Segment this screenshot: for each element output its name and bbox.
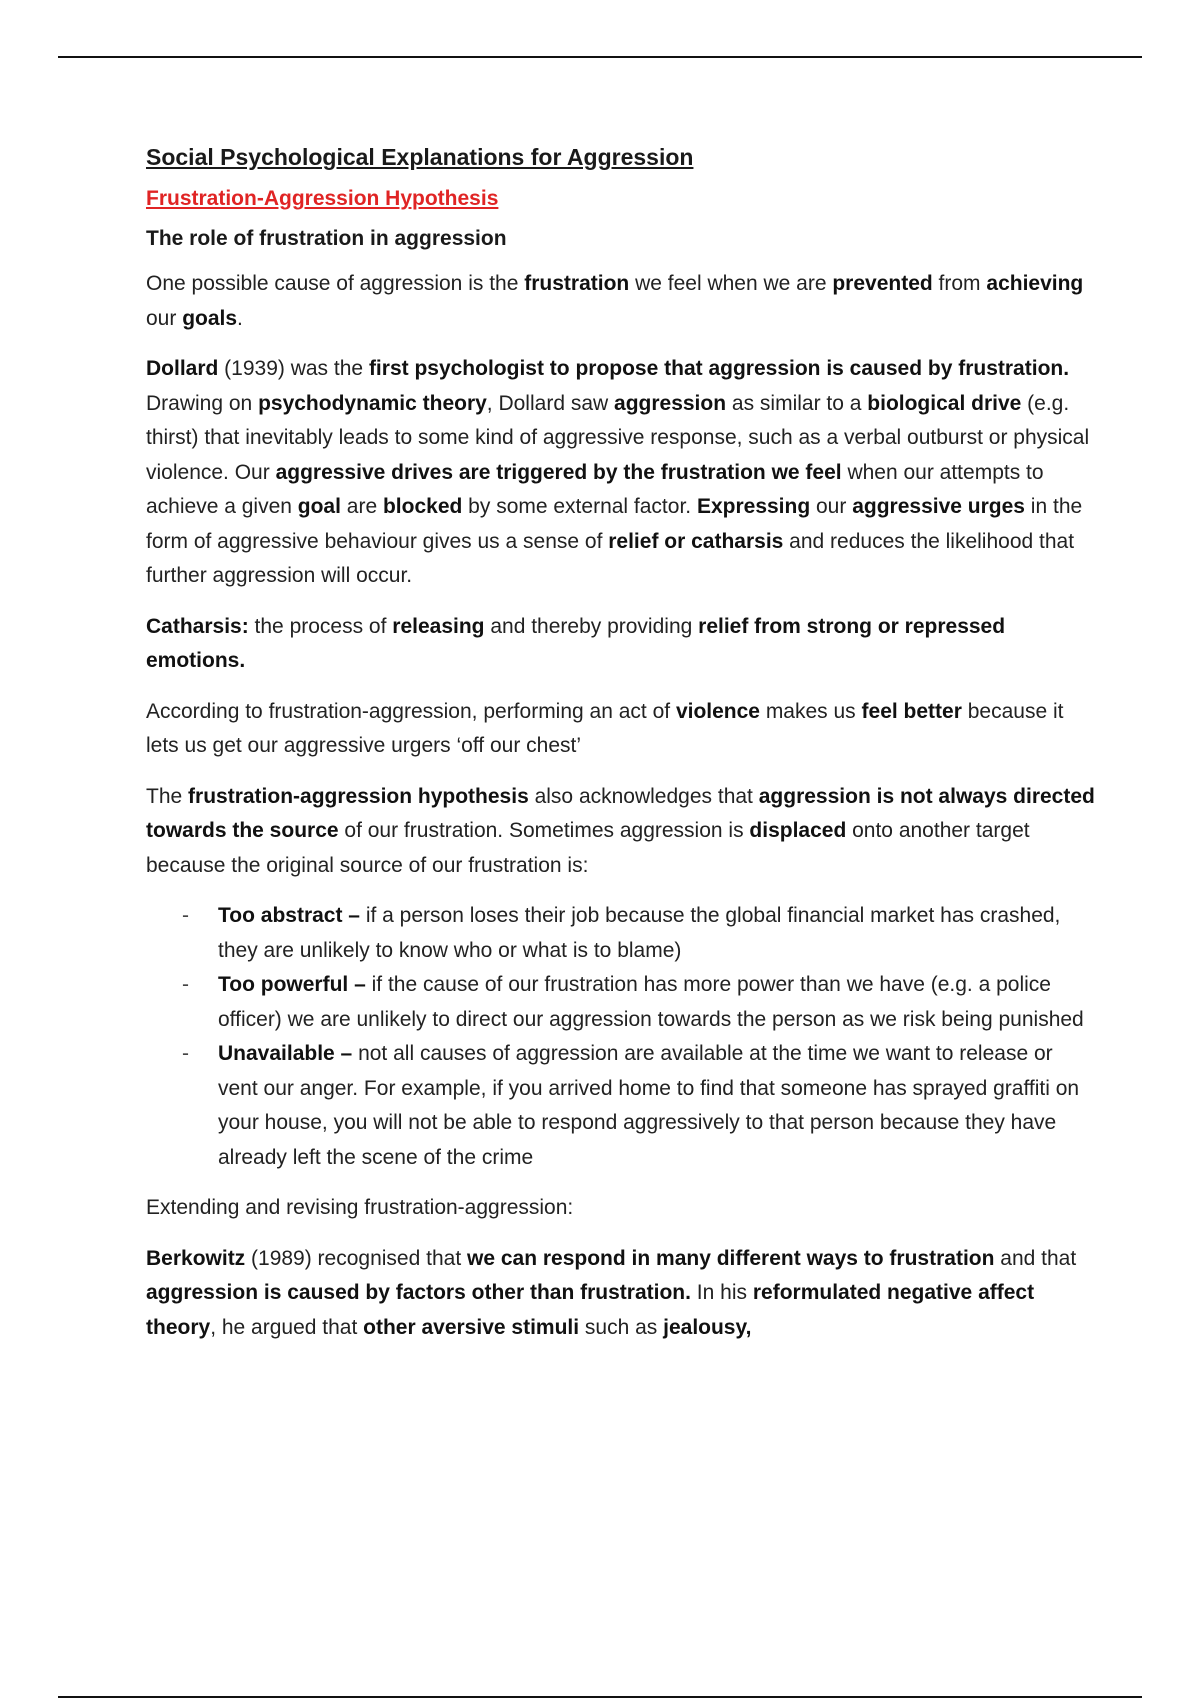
paragraph-berkowitz: Berkowitz (1989) recognised that we can respond in many different ways to frustration and that aggression is caused by factors other than frustration. In his reformulated negative affect theory, he argued that other aversive stimuli such as jealousy,	[146, 1246, 1077, 1339]
dash-bullet: -	[182, 973, 189, 996]
paragraph-intro: One possible cause of aggression is the frustration we feel when we are prevented from achieving our goals.	[146, 272, 1084, 330]
list-item: - Too abstract – if a person loses their job because the global financial market has crashed, they are unlikely to know who or what is to blame)	[146, 899, 1096, 968]
dash-bullet: -	[182, 904, 189, 927]
footer-rule	[58, 1696, 1142, 1698]
section-title: Frustration-Aggression Hypothesis	[146, 187, 499, 210]
header-rule	[58, 56, 1142, 58]
document-page	[146, 144, 1096, 1361]
displacement-reasons-list	[146, 899, 1096, 1175]
list-item: - Unavailable – not all causes of aggression are available at the time we want to release or vent our anger. For example, if you arrived home to find that someone has sprayed graffiti on your house, you will not be able to respond aggressively to that person because they have already left the scene of the crime	[146, 1037, 1096, 1175]
paragraph-violence: According to frustration-aggression, performing an act of violence makes us feel better because it lets us get our aggressive urgers ‘off our chest’	[146, 699, 1064, 757]
list-item: - Too powerful – if the cause of our frustration has more power than we have (e.g. a police officer) we are unlikely to direct our aggression towards the person as we risk being punished	[146, 968, 1096, 1037]
paragraph-dollard: Dollard (1939) was the first psychologist to propose that aggression is caused by frustration. Drawing on psychodynamic theory, Dollard saw aggression as similar to a biological drive (e.g. thirst) that inevitably leads to some kind of aggressive response, such as a verbal outburst or physical violence. Our aggressive drives are triggered by the frustration we feel when our attempts to achieve a given goal are blocked by some external factor. Expressing our aggressive urges in the form of aggressive behaviour gives us a sense of relief or catharsis and reduces the likelihood that further aggression will occur.	[146, 357, 1090, 587]
document-title: Social Psychological Explanations for Aggression	[146, 144, 694, 170]
subsection-heading: The role of frustration in aggression	[146, 227, 507, 250]
paragraph-catharsis-definition: Catharsis: the process of releasing and thereby providing relief from strong or repressed emotions.	[146, 614, 1006, 672]
dash-bullet: -	[182, 1042, 189, 1065]
paragraph-extending: Extending and revising frustration-aggression:	[146, 1196, 574, 1219]
paragraph-displacement: The frustration-aggression hypothesis also acknowledges that aggression is not always directed towards the source of our frustration. Sometimes aggression is displaced onto another target because the original source of our frustration is:	[146, 784, 1095, 877]
